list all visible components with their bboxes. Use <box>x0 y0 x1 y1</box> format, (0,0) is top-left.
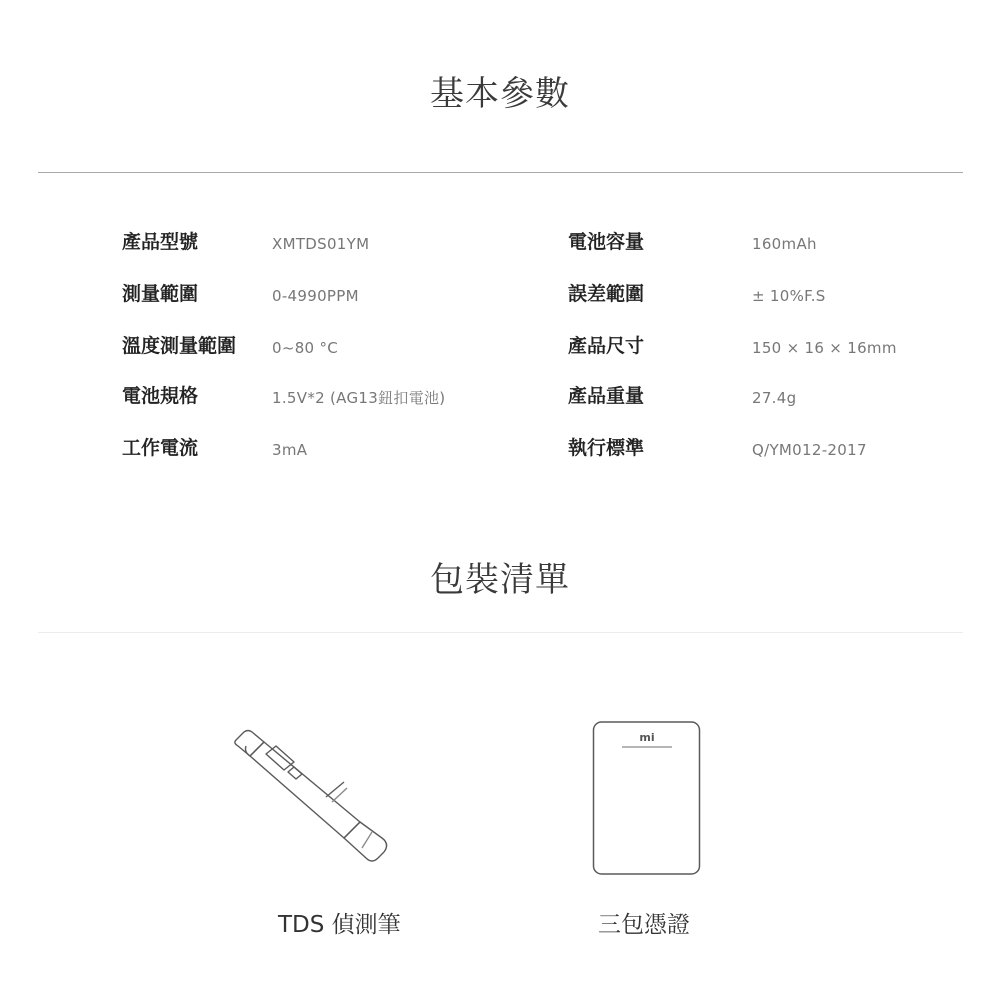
spec-label: 產品型號 <box>122 231 199 253</box>
spec-table <box>0 222 1000 482</box>
warranty-card-icon <box>592 720 702 876</box>
package-divider <box>38 632 963 633</box>
spec-label: 電池容量 <box>568 231 645 253</box>
spec-value: Q/YM012-2017 <box>752 441 867 459</box>
tds-pen-icon <box>222 724 398 864</box>
spec-value: 0-4990PPM <box>272 287 359 305</box>
spec-row <box>0 376 1000 416</box>
specs-divider <box>38 172 963 173</box>
spec-row <box>0 222 1000 262</box>
spec-value: 27.4g <box>752 389 797 407</box>
spec-label: 產品尺寸 <box>568 335 645 357</box>
mi-logo-icon <box>639 731 654 744</box>
specs-section-title: 基本參數 <box>430 74 570 114</box>
package-section-title: 包裝清單 <box>430 560 570 600</box>
package-item-warranty-card <box>592 720 702 938</box>
spec-value: 160mAh <box>752 235 817 253</box>
spec-row <box>0 274 1000 314</box>
spec-value: 3mA <box>272 441 308 459</box>
spec-label: 誤差範圍 <box>568 283 645 305</box>
spec-label: 電池規格 <box>122 385 199 407</box>
spec-row <box>0 326 1000 366</box>
spec-label: 產品重量 <box>568 385 645 407</box>
spec-value: 1.5V*2 (AG13鈕扣電池) <box>272 389 446 407</box>
mi-logo-text: mi <box>639 731 655 744</box>
spec-value: XMTDS01YM <box>272 235 370 253</box>
spec-label: 溫度測量範圍 <box>122 335 237 357</box>
spec-value: ± 10%F.S <box>752 287 826 305</box>
spec-value: 150 × 16 × 16mm <box>752 339 897 357</box>
spec-row <box>0 428 1000 468</box>
spec-label: 測量範圍 <box>122 283 199 305</box>
package-item-label: TDS 偵測筆 <box>278 912 401 938</box>
spec-value: 0~80 °C <box>272 339 339 357</box>
package-item-tds-pen <box>222 724 401 938</box>
spec-label: 執行標準 <box>568 437 645 459</box>
spec-label: 工作電流 <box>122 437 199 459</box>
package-item-label: 三包憑證 <box>598 912 690 938</box>
